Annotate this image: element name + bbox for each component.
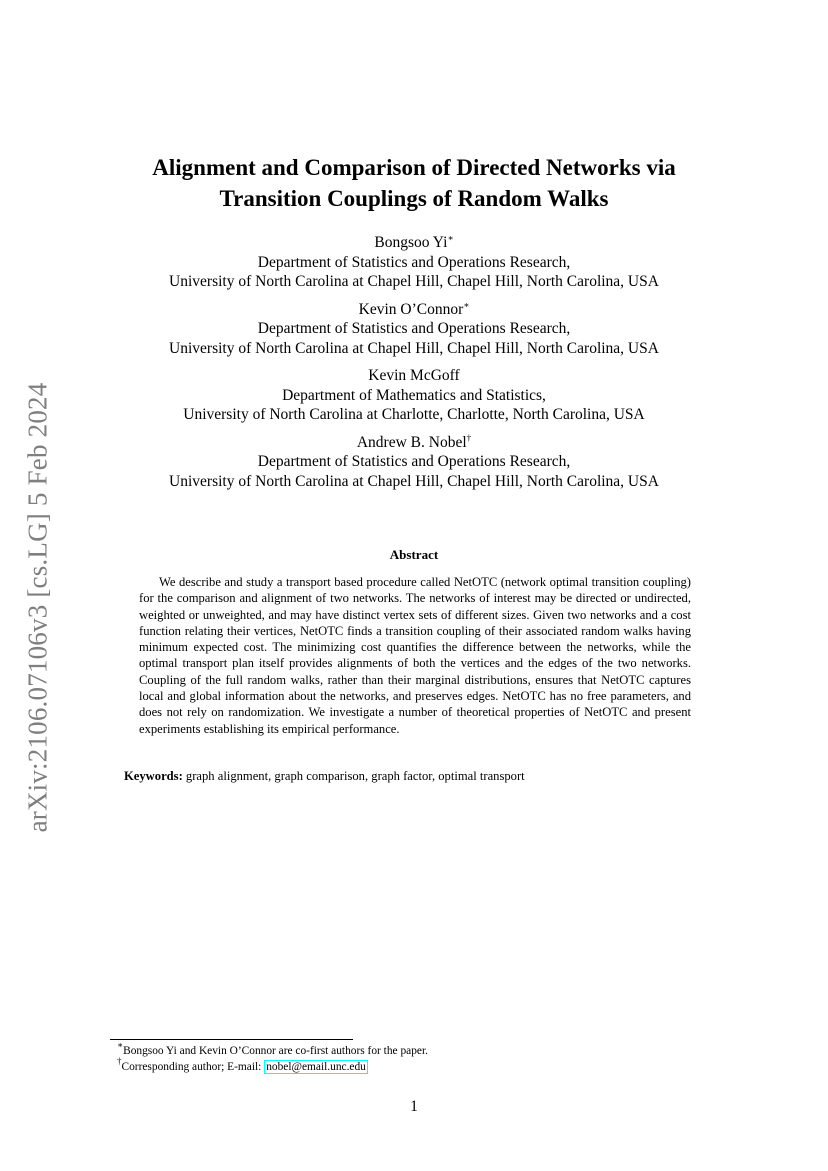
- title-line-1: Alignment and Comparison of Directed Networks via: [152, 155, 676, 180]
- author-university: University of North Carolina at Chapel Hill, Chapel Hill, North Carolina, USA: [169, 339, 659, 357]
- footnote-corresponding: [117, 1055, 428, 1076]
- author-name-line: [110, 433, 718, 453]
- author-university: University of North Carolina at Charlotte, Charlotte, North Carolina, USA: [183, 406, 645, 423]
- footnote-divider: [110, 1039, 353, 1040]
- footnotes: [117, 1040, 428, 1075]
- author-name-line: [110, 233, 718, 253]
- author-block-oconnor: [110, 300, 718, 359]
- paper-title: [110, 152, 718, 214]
- author-university: University of North Carolina at Chapel Hill, Chapel Hill, North Carolina, USA: [169, 472, 659, 490]
- footnote-text: Corresponding author; E-mail:: [121, 1060, 262, 1073]
- footnote-mark: ∗: [117, 1040, 124, 1050]
- author-name: Andrew B. Nobel: [356, 433, 467, 451]
- footnote-text: Bongsoo Yi and Kevin O’Connor are co-first authors for the paper.: [123, 1045, 428, 1057]
- author-footnote-mark: ∗: [463, 299, 470, 310]
- arxiv-identifier: arXiv:2106.07106v3 [cs.LG] 5 Feb 2024: [22, 382, 53, 832]
- author-department: Department of Mathematics and Statistics,: [282, 386, 546, 404]
- email-link[interactable]: nobel@email.unc.edu: [266, 1060, 366, 1073]
- arxiv-side-stamp: [18, 372, 58, 842]
- author-name-line: [110, 366, 718, 386]
- page-number: 1: [410, 1098, 418, 1115]
- footnote-mark: †: [117, 1055, 122, 1066]
- title-line-2: Transition Couplings of Random Walks: [219, 186, 609, 211]
- author-university: University of North Carolina at Chapel Hill, Chapel Hill, North Carolina, USA: [169, 273, 659, 290]
- author-footnote-mark: †: [466, 432, 472, 443]
- author-department: Department of Statistics and Operations Research,: [257, 253, 571, 271]
- author-footnote-mark: ∗: [447, 233, 454, 243]
- abstract-heading: Abstract: [389, 547, 439, 562]
- keywords-text: graph alignment, graph comparison, graph factor, optimal transport: [185, 769, 525, 783]
- footnote-co-first: [117, 1040, 428, 1060]
- author-department: Department of Statistics and Operations Research,: [257, 320, 571, 337]
- author-name: Bongsoo Yi: [374, 234, 448, 251]
- author-name: Kevin O’Connor: [358, 300, 464, 318]
- keywords-label: Keywords:: [124, 769, 183, 783]
- author-block-yi: [110, 233, 718, 292]
- author-name-line: [110, 300, 718, 320]
- author-department: Department of Statistics and Operations Research,: [257, 453, 571, 470]
- abstract-text: We describe and study a transport based procedure called NetOTC (network optimal transition coupling) for the comparison and alignment of two networks. The networks of interest may be directed or undirected, weighted or unweighted, and may have distinct vertex sets of different sizes. Given two networks and a cost function relating their vertices, NetOTC finds a transition coupling of their associated random walks having minimum expected cost. The minimizing cost quantifies the difference between the networks, while the optimal transport plan itself provides alignments of both the vertices and the edges of the two networks. Coupling of the full random walks, rather than their marginal distributions, ensures that NetOTC captures local and global information about the networks, and preserves edges. NetOTC has no free parameters, and does not rely on randomization. We investigate a number of theoretical properties of NetOTC and present experiments establishing its empirical performance.: [139, 575, 691, 736]
- author-name: Kevin McGoff: [368, 367, 460, 384]
- author-list: [110, 233, 718, 499]
- author-block-mcgoff: [110, 366, 718, 425]
- author-block-nobel: [110, 433, 718, 492]
- keywords-line: [124, 769, 525, 784]
